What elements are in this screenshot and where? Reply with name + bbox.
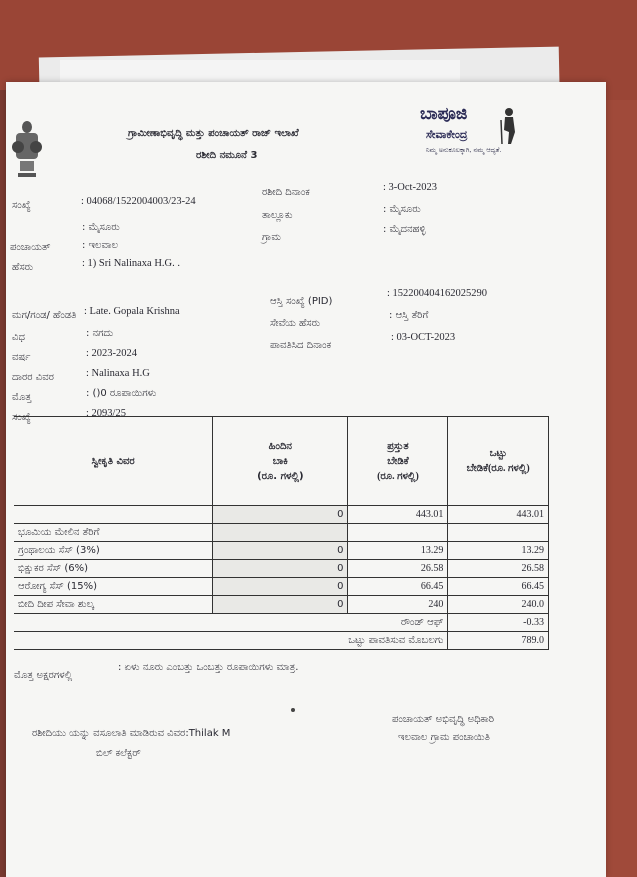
field-label: ಹೆಸರು [12,262,34,273]
officer-title: ಪಂಚಾಯತ್ ಅಭಿವೃದ್ಧಿ ಅಧಿಕಾರಿ [392,714,494,725]
receipt-date: : 3-Oct-2023 [383,182,437,193]
district-value: : ಮೈಸೂರು [82,222,120,233]
property-id: : 152200404162025290 [387,288,488,299]
field-label: ತಾಲ್ಲೂಕು [262,210,293,221]
service-name: : ಆಸ್ತಿ ತೆರಿಗೆ [389,310,429,321]
table-row: ಭೂಮಿಯ ಮೇಲಿನ ತೆರಿಗೆ [14,524,549,542]
table-row: ಬೀದಿ ದೀಪ ಸೇವಾ ಶುಲ್ಕ 0 240 240.0 [14,596,549,614]
payer-name: : Nalinaxa H.G [86,368,150,379]
payment-date: : 03-OCT-2023 [391,332,456,343]
round-off-row [14,614,549,632]
relation-name: : Late. Gopala Krishna [84,306,180,317]
receipt-number: : 04068/1522004003/23-24 [81,196,196,207]
field-label: ಸಂಖ್ಯೆ [12,200,31,211]
pen-mark [291,708,295,712]
total-label: ಒಟ್ಟು ಪಾವತಿಸುವ ಮೊಬಲಗು [14,632,448,650]
advance-amount: : ()0 ರೂಪಾಯಿಗಳು [86,388,157,399]
panchayat-value: : ಇಲವಾಲ [82,240,118,251]
officer-office: ಇಲವಾಲ ಗ್ರಾಮ ಪಂಚಾಯಿತಿ [398,732,490,743]
logo-main-text: ಬಾಪೂಜಿ [420,104,468,124]
total-value: 789.0 [448,632,549,650]
table-row: ಆರೋಗ್ಯ ಸೆಸ್ (15%) 0 66.45 66.45 [14,578,549,596]
gandhi-figure-icon [498,106,520,146]
total-row [14,632,549,650]
village-value: : ಮೈದನಹಳ್ಳಿ [383,224,426,235]
taluk-value: : ಮೈಸೂರು [383,204,421,215]
logo-sub-text: ಸೇವಾಕೇಂದ್ರ [426,128,468,141]
field-label: ಮಗ/ಗಂಡ/ ಹೆಂಡತಿ [12,310,77,321]
form-title: ರಶೀದಿ ನಮೂನೆ 3 [196,150,258,161]
field-label: ವಿಧ [12,332,25,343]
owner-name: : 1) Sri Nalinaxa H.G. . [82,258,180,269]
field-label: ವರ್ಷ [12,352,31,363]
table-row: ಭಿಕ್ಷುಕರ ಸೆಸ್ (6%) 0 26.58 26.58 [14,560,549,578]
header-description: ಸ್ವೀಕೃತಿ ವಿವರ [14,417,213,506]
header-current-demand: ಪ್ರಸ್ತುತ ಬೇಡಿಕೆ (ರೂ. ಗಳಲ್ಲಿ) [348,417,448,506]
collector-line: ರಶೀದಿಯು ಯನ್ನು ವಸೂಲಾತಿ ಮಾಡಿರುವ ವಿವರ:Thilak M [32,728,231,739]
field-label: ಸಂಖ್ಯೆ [12,412,31,423]
header-previous-due: ಹಿಂದಿನ ಬಾಕಿ (ರೂ. ಗಳಲ್ಲಿ) [213,417,348,506]
field-label: ಗ್ರಾಮ [262,232,281,243]
field-label: ಪಂಚಾಯತ್ [10,242,51,253]
field-label: ಸೇವೆಯ ಹೆಸರು [270,318,321,329]
amount-words-value: : ಏಳು ನೂರು ಎಂಬತ್ತು ಒಂಬತ್ತು ರೂಪಾಯಿಗಳು ಮಾತ್ರ. [118,662,299,673]
field-label: ರಶೀದಿ ದಿನಾಂಕ [262,187,310,198]
table-header-row [14,417,549,506]
fee-table [14,416,549,650]
table-row: 0 443.01 443.01 [14,506,549,524]
field-label: ಮೊತ್ತ [12,392,32,403]
field-label: ದಾರರ ವಿವರ [12,372,54,383]
table-row: ಗ್ರಂಥಾಲಯ ಸೆಸ್ (3%) 0 13.29 13.29 [14,542,549,560]
field-label: ಆಸ್ತಿ ಸಂಖ್ಯೆ (PID) [270,296,333,307]
round-off-value: -0.33 [448,614,549,632]
logo [412,104,522,160]
financial-year: : 2023-2024 [86,348,138,359]
amount-words-label: ಮೊತ್ತ ಅಕ್ಷರಗಳಲ್ಲಿ [14,670,73,681]
field-label: ಪಾವತಿಸಿದ ದಿನಾಂಕ [270,340,332,351]
department-title: ಗ್ರಾಮೀಣಾಭಿವೃದ್ಧಿ ಮತ್ತು ಪಂಚಾಯತ್ ರಾಜ್ ಇಲಾಖೆ [128,128,299,139]
payment-mode: : ನಗದು [86,328,114,339]
assessment-number: : 2093/25 [86,408,126,419]
logo-tagline: ನಿಮ್ಮ ಅನುಕೂಲಕ್ಕಾಗಿ, ನಮ್ಮ ಆದ್ಯತೆ. [426,146,502,154]
round-off-label: ರೌಂಡ್ ಆಫ್ [14,614,448,632]
header-total-demand: ಒಟ್ಟು ಬೇಡಿಕೆ(ರೂ. ಗಳಲ್ಲಿ) [448,417,549,506]
karnataka-emblem-icon [10,115,44,185]
collector-role: ಬಿಲ್ ಕಲೆಕ್ಟರ್ [96,748,141,759]
